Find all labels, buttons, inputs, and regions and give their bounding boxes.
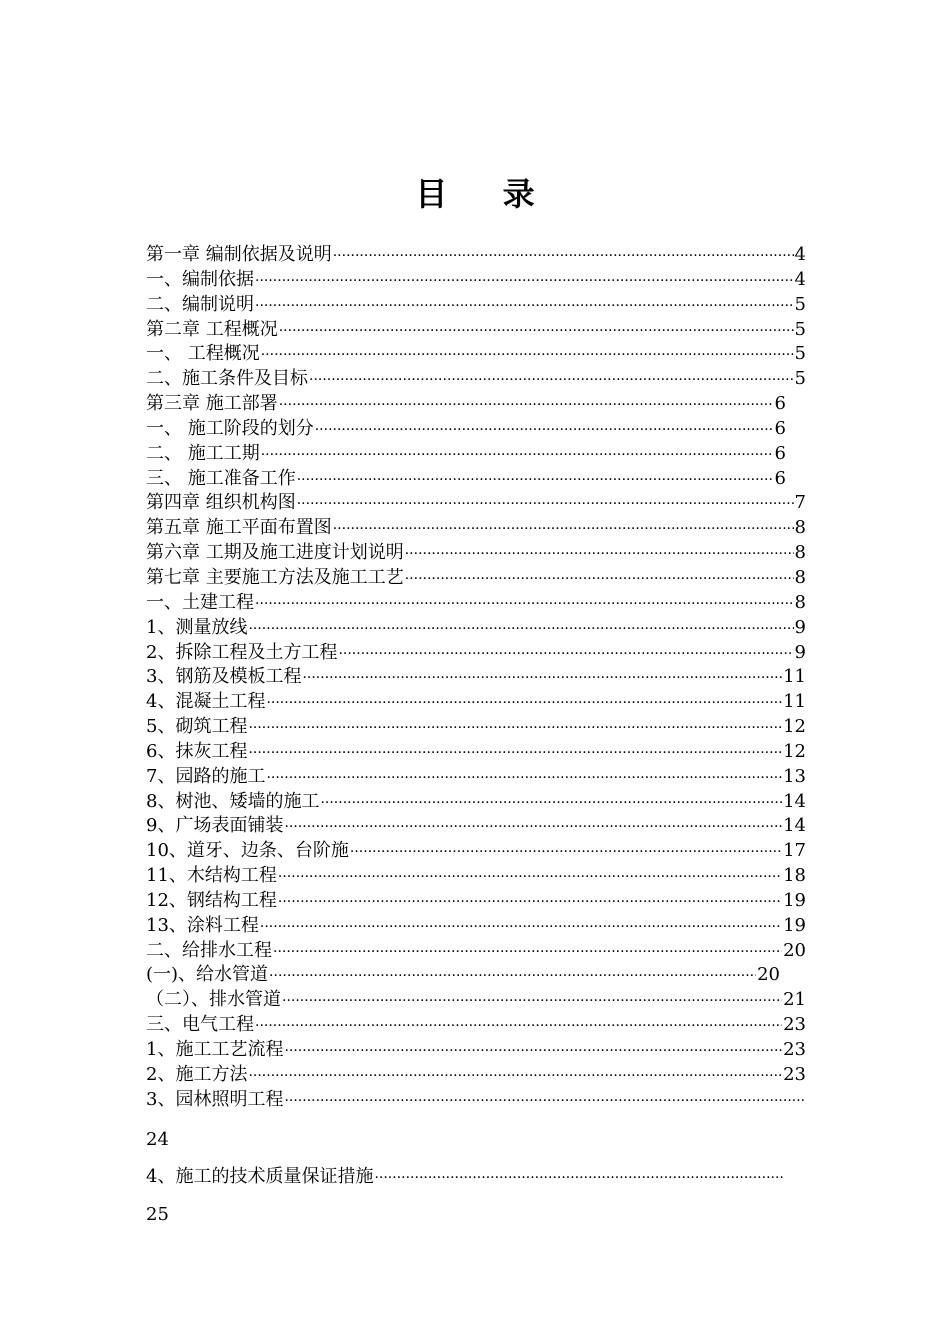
toc-entry-page: 23: [783, 1039, 806, 1060]
toc-entry: [146, 889, 806, 914]
toc-entry: [146, 1088, 806, 1113]
toc-entry-label: 一、土建工程: [146, 591, 254, 613]
toc-entry: [146, 814, 806, 839]
toc-leader-dots: [266, 766, 782, 791]
toc-entry-page: 5: [794, 343, 806, 365]
toc-entry-label: 2、拆除工程及土方工程: [146, 641, 338, 663]
toc-entry: [146, 367, 806, 392]
toc-entry: [146, 715, 806, 740]
toc-leader-dots: [266, 691, 782, 716]
toc-leader-dots: [284, 1039, 782, 1064]
toc-leader-dots: [273, 940, 782, 965]
toc-entry-label: 第三章 施工部署: [146, 393, 278, 415]
toc-entry-label: 3、园林照明工程: [146, 1088, 284, 1110]
toc-entry-label: 一、 施工阶段的划分: [146, 417, 314, 439]
toc-entry-page: 8: [794, 542, 806, 564]
toc-leader-dots: [279, 319, 794, 344]
toc-entry: [146, 1013, 806, 1038]
toc-entry: [146, 566, 806, 591]
toc-entry: [146, 1038, 806, 1063]
toc-entry-page: 14: [783, 815, 806, 837]
toc-leader-dots: [260, 915, 782, 940]
toc-entry-label: 一、 工程概况: [146, 343, 260, 365]
toc-entry-page: 6: [774, 467, 786, 489]
toc-leader-dots: [261, 343, 794, 368]
toc-leader-dots: [333, 244, 794, 269]
toc-entry: [146, 690, 806, 715]
toc-entry: [146, 988, 806, 1013]
toc-leader-dots: [278, 890, 782, 915]
toc-entry: [146, 243, 806, 268]
toc-leader-dots: [255, 269, 794, 294]
toc-entry-label: 二、施工条件及目标: [146, 368, 308, 390]
toc-entry: [146, 467, 786, 492]
toc-entry-label: 2、施工方法: [146, 1063, 248, 1085]
toc-entry: [146, 491, 806, 516]
toc-entry: [146, 417, 786, 442]
toc-entry-label: 1、施工工艺流程: [146, 1039, 284, 1060]
toc-entry-label: (一)、给水管道: [146, 964, 269, 986]
toc-entry-page: 20: [757, 964, 780, 986]
toc-leader-dots: [338, 642, 793, 667]
toc-entry: [146, 392, 786, 417]
toc-entry-label: 第五章 施工平面布置图: [146, 517, 332, 539]
toc-entry: [146, 268, 806, 293]
toc-entry: [146, 591, 806, 616]
toc-entry-label: 12、钢结构工程: [146, 889, 277, 911]
toc-entry-page: 11: [783, 666, 806, 688]
toc-entry: [146, 1165, 786, 1190]
toc-entry-label: 三、电气工程: [146, 1014, 254, 1036]
toc-leader-dots: [374, 1166, 785, 1190]
toc-leader-dots: [315, 418, 774, 443]
toc-entry-page: 6: [774, 417, 786, 439]
toc-entry: [146, 616, 806, 641]
toc-leader-dots: [309, 368, 794, 393]
toc-leader-dots: [248, 617, 793, 642]
toc-entry-page: 8: [794, 566, 806, 588]
toc-leader-dots: [261, 443, 774, 468]
toc-leader-dots: [284, 1089, 805, 1114]
toc-leader-dots: [255, 1014, 782, 1039]
toc-entry: [146, 541, 806, 566]
toc-entry-label: 9、广场表面铺装: [146, 815, 284, 837]
toc-leader-dots: [297, 468, 774, 493]
toc-leader-dots: [278, 865, 782, 890]
toc-entry-label: 7、园路的施工: [146, 765, 266, 787]
toc-entry-label: 8、树池、矮墙的施工: [146, 790, 320, 812]
toc-entry-label: 二、编制说明: [146, 293, 254, 315]
toc-entry: [146, 963, 780, 988]
toc-entry: [146, 740, 806, 765]
toc-entry-page: 11: [783, 691, 806, 713]
toc-entry: [146, 939, 806, 964]
toc-entry-label: 第一章 编制依据及说明: [146, 244, 332, 265]
table-of-contents: [146, 243, 806, 1113]
toc-entry-page: 5: [794, 293, 806, 315]
toc-entry: [146, 864, 806, 889]
toc-entry-label: 5、砌筑工程: [146, 716, 248, 738]
toc-entry-page: 19: [783, 889, 806, 911]
toc-entry-page: 8: [794, 591, 806, 613]
toc-entry-label: 二、给排水工程: [146, 939, 272, 961]
toc-leader-dots: [405, 567, 794, 592]
toc-entry-page: 21: [783, 989, 806, 1011]
toc-entry-page: 6: [774, 442, 786, 464]
toc-entry-label: 3、钢筋及模板工程: [146, 666, 302, 688]
toc-leader-dots: [248, 716, 782, 741]
toc-page-number: 25: [146, 1204, 169, 1225]
toc-entry-page: 18: [783, 865, 806, 887]
toc-entry: [146, 641, 806, 666]
toc-leader-dots: [333, 517, 794, 542]
toc-entry: [146, 442, 786, 467]
toc-entry-label: 第四章 组织机构图: [146, 492, 296, 514]
toc-entry-page: 5: [794, 318, 806, 340]
toc-entry-page: 4: [794, 268, 806, 290]
toc-entry: [146, 342, 806, 367]
toc-entry-page: 23: [783, 1014, 806, 1036]
toc-entry-page: 12: [783, 716, 806, 738]
toc-entry: [146, 765, 806, 790]
toc-leader-dots: [279, 393, 774, 418]
toc-entry-label: 三、 施工准备工作: [146, 467, 296, 489]
toc-leader-dots: [255, 294, 794, 319]
toc-entry: [146, 914, 806, 939]
toc-entry-page: 6: [774, 393, 786, 415]
toc-entry: [146, 318, 806, 343]
toc-leader-dots: [297, 492, 794, 517]
toc-entry-page: 20: [783, 939, 806, 961]
toc-entry-label: （二）、排水管道: [146, 989, 281, 1011]
toc-entry-label: 10、道牙、边条、台阶施: [146, 840, 349, 862]
toc-entry-label: 第六章 工期及施工进度计划说明: [146, 542, 404, 564]
toc-entry-label: 二、 施工工期: [146, 442, 260, 464]
toc-entry-label: 第七章 主要施工方法及施工工艺: [146, 566, 404, 588]
toc-leader-dots: [269, 964, 756, 989]
toc-leader-dots: [282, 989, 782, 1014]
toc-entry: [146, 790, 806, 815]
toc-entry-page: 12: [783, 740, 806, 762]
toc-leader-dots: [284, 815, 782, 840]
toc-entry-page: 8: [794, 517, 806, 539]
toc-entry: [146, 1063, 806, 1088]
toc-entry-page: 4: [794, 244, 806, 265]
toc-entry-label: 4、施工的技术质量保证措施: [146, 1166, 374, 1187]
toc-entry-page: 13: [783, 765, 806, 787]
page-title: 目 录: [415, 175, 557, 213]
toc-entry-label: 13、涂料工程: [146, 914, 259, 936]
toc-entry-label: 1、测量放线: [146, 616, 248, 638]
toc-entry-page: 5: [794, 368, 806, 390]
toc-leader-dots: [320, 791, 782, 816]
toc-leader-dots: [405, 542, 794, 567]
toc-entry-page: 23: [783, 1063, 806, 1085]
toc-entry-label: 一、编制依据: [146, 268, 254, 290]
toc-entry-label: 4、混凝土工程: [146, 691, 266, 713]
toc-entry-page: 14: [783, 790, 806, 812]
toc-entry-label: 第二章 工程概况: [146, 318, 278, 340]
toc-entry-label: 11、木结构工程: [146, 865, 277, 887]
toc-leader-dots: [350, 840, 782, 865]
toc-entry-label: 6、抹灰工程: [146, 740, 248, 762]
toc-page-number: 24: [146, 1129, 169, 1150]
toc-entry-page: 9: [794, 616, 806, 638]
toc-entry-page: 17: [783, 840, 806, 862]
toc-entry: [146, 516, 806, 541]
toc-entry-page: 9: [794, 641, 806, 663]
toc-entry: [146, 839, 806, 864]
toc-leader-dots: [248, 741, 782, 766]
toc-entry-page: 19: [783, 914, 806, 936]
toc-leader-dots: [255, 592, 794, 617]
toc-entry: [146, 665, 806, 690]
toc-entry: [146, 293, 806, 318]
toc-entry-page: 7: [794, 492, 806, 514]
toc-leader-dots: [302, 666, 782, 691]
toc-leader-dots: [248, 1064, 782, 1089]
